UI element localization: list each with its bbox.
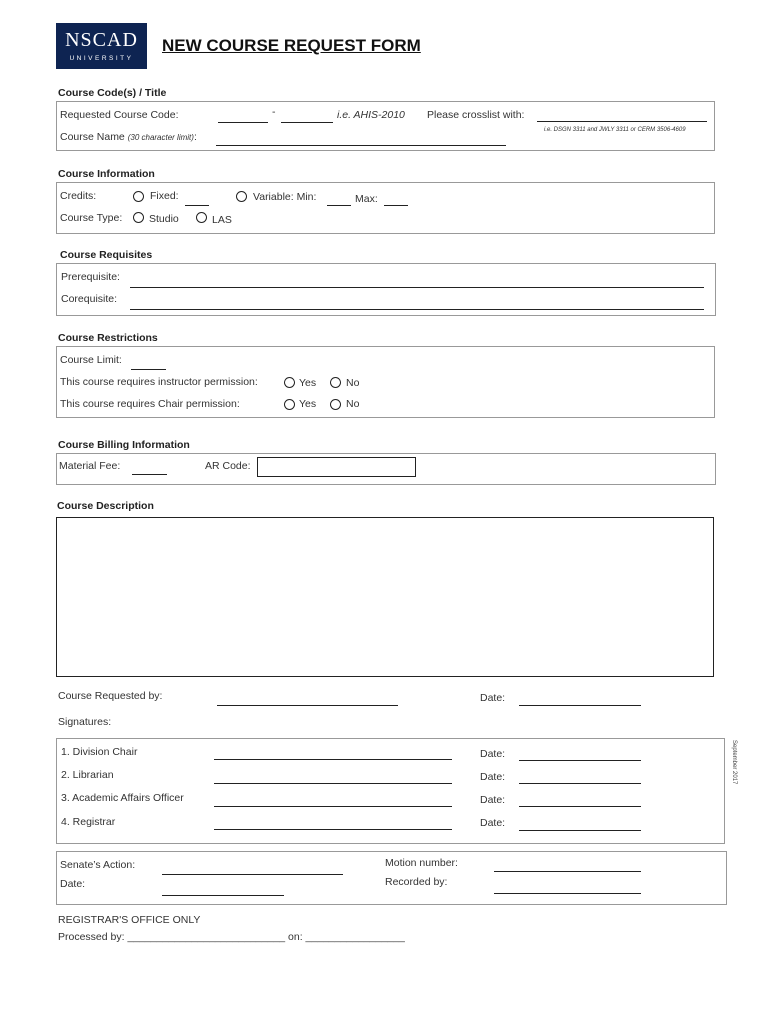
course-type-label: Course Type:	[60, 212, 123, 224]
chair-no-radio[interactable]	[330, 399, 341, 410]
credits-label: Credits:	[60, 190, 97, 202]
motion-number-field[interactable]	[494, 871, 641, 872]
course-name-colon: :	[193, 131, 197, 143]
signature-academic-affairs-date-label: Date:	[480, 794, 506, 806]
ar-code-field[interactable]	[257, 457, 416, 477]
signature-division-chair-date-field[interactable]	[519, 760, 641, 761]
signature-division-chair-label: 1. Division Chair	[61, 746, 138, 758]
registrar-office-title: REGISTRAR'S OFFICE ONLY	[58, 914, 201, 926]
section-title-description: Course Description	[57, 500, 154, 512]
code-dash: -	[272, 106, 276, 118]
course-limit-label: Course Limit:	[60, 354, 122, 366]
crosslist-example: i.e. DSGN 3311 and JWLY 3311 or CERM 3506-4609	[544, 127, 686, 133]
signature-librarian-field[interactable]	[214, 783, 452, 784]
course-code-subject-field[interactable]	[218, 122, 268, 123]
credits-variable-radio[interactable]	[236, 191, 247, 202]
signature-librarian-label: 2. Librarian	[61, 769, 114, 781]
logo-subtitle: UNIVERSITY	[69, 55, 134, 62]
studio-label: Studio	[149, 213, 179, 225]
requested-date-field[interactable]	[519, 705, 641, 706]
signature-division-chair-field[interactable]	[214, 759, 452, 760]
logo-wordmark: NSCAD	[65, 29, 138, 51]
section-title-requisites: Course Requisites	[60, 249, 153, 261]
crosslist-field[interactable]	[537, 121, 707, 122]
form-title: NEW COURSE REQUEST FORM	[162, 36, 421, 55]
course-type-las-radio[interactable]	[196, 212, 207, 223]
course-name-limit: (30 character limit)	[127, 133, 194, 142]
section-title-course-info: Course Information	[58, 168, 155, 180]
course-code-number-field[interactable]	[281, 122, 333, 123]
chair-no-label: No	[346, 398, 360, 410]
fixed-label: Fixed:	[150, 190, 179, 202]
course-description-field[interactable]	[56, 517, 714, 677]
variable-min-field[interactable]	[327, 205, 351, 206]
instructor-yes-label: Yes	[299, 377, 317, 389]
course-type-studio-radio[interactable]	[133, 212, 144, 223]
course-name-field[interactable]	[216, 145, 506, 146]
requested-by-field[interactable]	[217, 705, 398, 706]
signature-librarian-date-field[interactable]	[519, 783, 641, 784]
section-title-billing: Course Billing Information	[58, 439, 190, 451]
senate-action-field[interactable]	[162, 874, 343, 875]
senate-date-field[interactable]	[162, 895, 284, 896]
recorded-by-field[interactable]	[494, 893, 641, 894]
requested-date-label: Date:	[480, 692, 506, 704]
corequisite-field[interactable]	[130, 309, 704, 310]
processed-by-line: Processed by: ___________________________ on: _________________	[58, 931, 405, 943]
prerequisite-field[interactable]	[130, 287, 704, 288]
nscad-logo	[56, 23, 147, 69]
motion-number-label: Motion number:	[385, 857, 458, 869]
variable-min-label: Variable: Min:	[253, 191, 317, 203]
requested-code-label: Requested Course Code:	[60, 109, 179, 121]
signature-academic-affairs-field[interactable]	[214, 806, 452, 807]
instructor-permission-label: This course requires instructor permission:	[60, 376, 258, 388]
prerequisite-label: Prerequisite:	[61, 271, 120, 283]
course-name-label	[60, 131, 197, 143]
instructor-no-radio[interactable]	[330, 377, 341, 388]
signature-division-chair-date-label: Date:	[480, 748, 506, 760]
instructor-yes-radio[interactable]	[284, 377, 295, 388]
instructor-no-label: No	[346, 377, 360, 389]
material-fee-field[interactable]	[132, 474, 167, 475]
revision-date-note: September 2017	[731, 740, 737, 785]
ar-code-label: AR Code:	[205, 460, 251, 472]
course-name-text: Course Name	[60, 131, 125, 143]
course-limit-field[interactable]	[131, 369, 166, 370]
signature-academic-affairs-date-field[interactable]	[519, 806, 641, 807]
signature-registrar-date-label: Date:	[480, 817, 506, 829]
corequisite-label: Corequisite:	[61, 293, 118, 305]
signatures-label: Signatures:	[58, 716, 112, 728]
requested-by-label: Course Requested by:	[58, 690, 163, 702]
fixed-credits-field[interactable]	[185, 205, 209, 206]
chair-yes-label: Yes	[299, 398, 317, 410]
variable-max-field[interactable]	[384, 205, 408, 206]
las-label: LAS	[212, 214, 232, 226]
crosslist-label: Please crosslist with:	[427, 109, 525, 121]
material-fee-label: Material Fee:	[59, 460, 121, 472]
signature-registrar-date-field[interactable]	[519, 830, 641, 831]
chair-permission-label: This course requires Chair permission:	[60, 398, 240, 410]
signature-registrar-field[interactable]	[214, 829, 452, 830]
senate-date-label: Date:	[60, 878, 86, 890]
chair-yes-radio[interactable]	[284, 399, 295, 410]
recorded-by-label: Recorded by:	[385, 876, 448, 888]
signature-registrar-label: 4. Registrar	[61, 816, 116, 828]
senate-action-label: Senate’s Action:	[60, 859, 136, 871]
section-title-restrictions: Course Restrictions	[58, 332, 158, 344]
section-title-course-code: Course Code(s) / Title	[58, 87, 167, 99]
credits-fixed-radio[interactable]	[133, 191, 144, 202]
signature-academic-affairs-label: 3. Academic Affairs Officer	[61, 792, 184, 804]
signature-librarian-date-label: Date:	[480, 771, 506, 783]
max-label: Max:	[355, 193, 378, 205]
course-code-example: i.e. AHIS-2010	[337, 109, 405, 121]
